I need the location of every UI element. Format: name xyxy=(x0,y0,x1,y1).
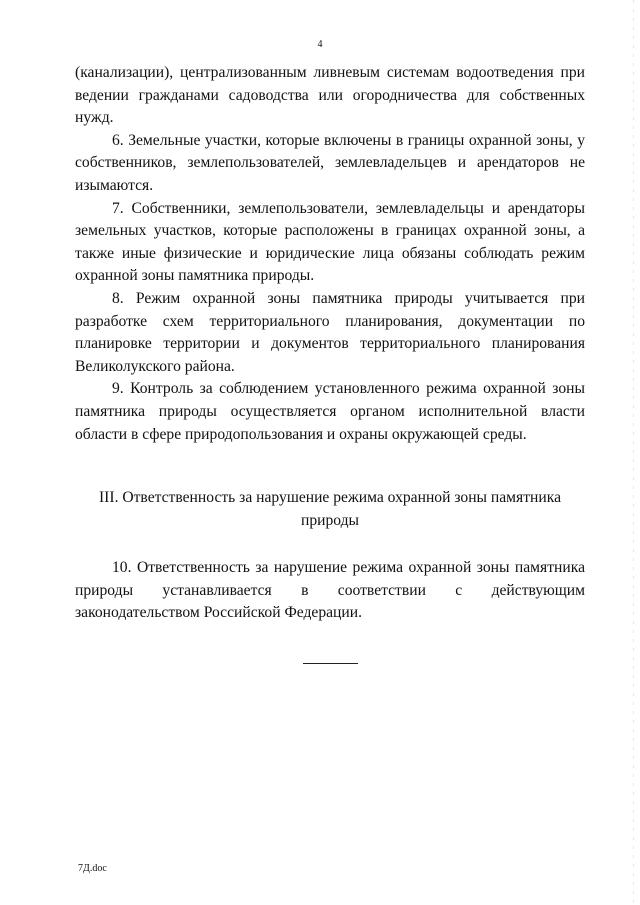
paragraph-8: 8. Режим охранной зоны памятника природы учитывается при разработке схем территориального планирования, документации по планировке территории и документов территориального планирования Великолукского района. xyxy=(75,289,585,375)
document-body xyxy=(75,62,585,446)
footer-filename: 7Д.doc xyxy=(78,863,107,874)
scan-edge-artifact xyxy=(633,0,634,905)
section-heading: III. Ответственность за нарушение режима охранной зоны памятника природы xyxy=(98,489,561,529)
paragraph-7: 7. Собственники, землепользователи, землевладельцы и арендаторы земельных участков, которые расположены в границах охранной зоны, а также иные физические и юридические лица обязаны соблюдать режим охранной зоны памятника природы. xyxy=(75,199,585,285)
paragraph-continuation: (канализации), централизованным ливневым системам водоотведения при ведении гражданами садоводства или огородничества для собственных нужд. xyxy=(75,64,585,127)
end-of-document-rule xyxy=(303,663,358,664)
page-number: 4 xyxy=(317,39,323,50)
section-body xyxy=(75,557,585,625)
paragraph-10: 10. Ответственность за нарушение режима охранной зоны памятника природы устанавливается в соответствии с действующим законодательством Российской Федерации. xyxy=(75,559,585,622)
paragraph-9: 9. Контроль за соблюдением установленного режима охранной зоны памятника природы осуществляется органом исполнительной власти области в сфере природопользования и охраны окружающей среды. xyxy=(75,380,585,443)
paragraph-6: 6. Земельные участки, которые включены в границы охранной зоны, у собственников, землепользователей, землевладельцев и арендаторов не изымаются. xyxy=(75,131,585,194)
